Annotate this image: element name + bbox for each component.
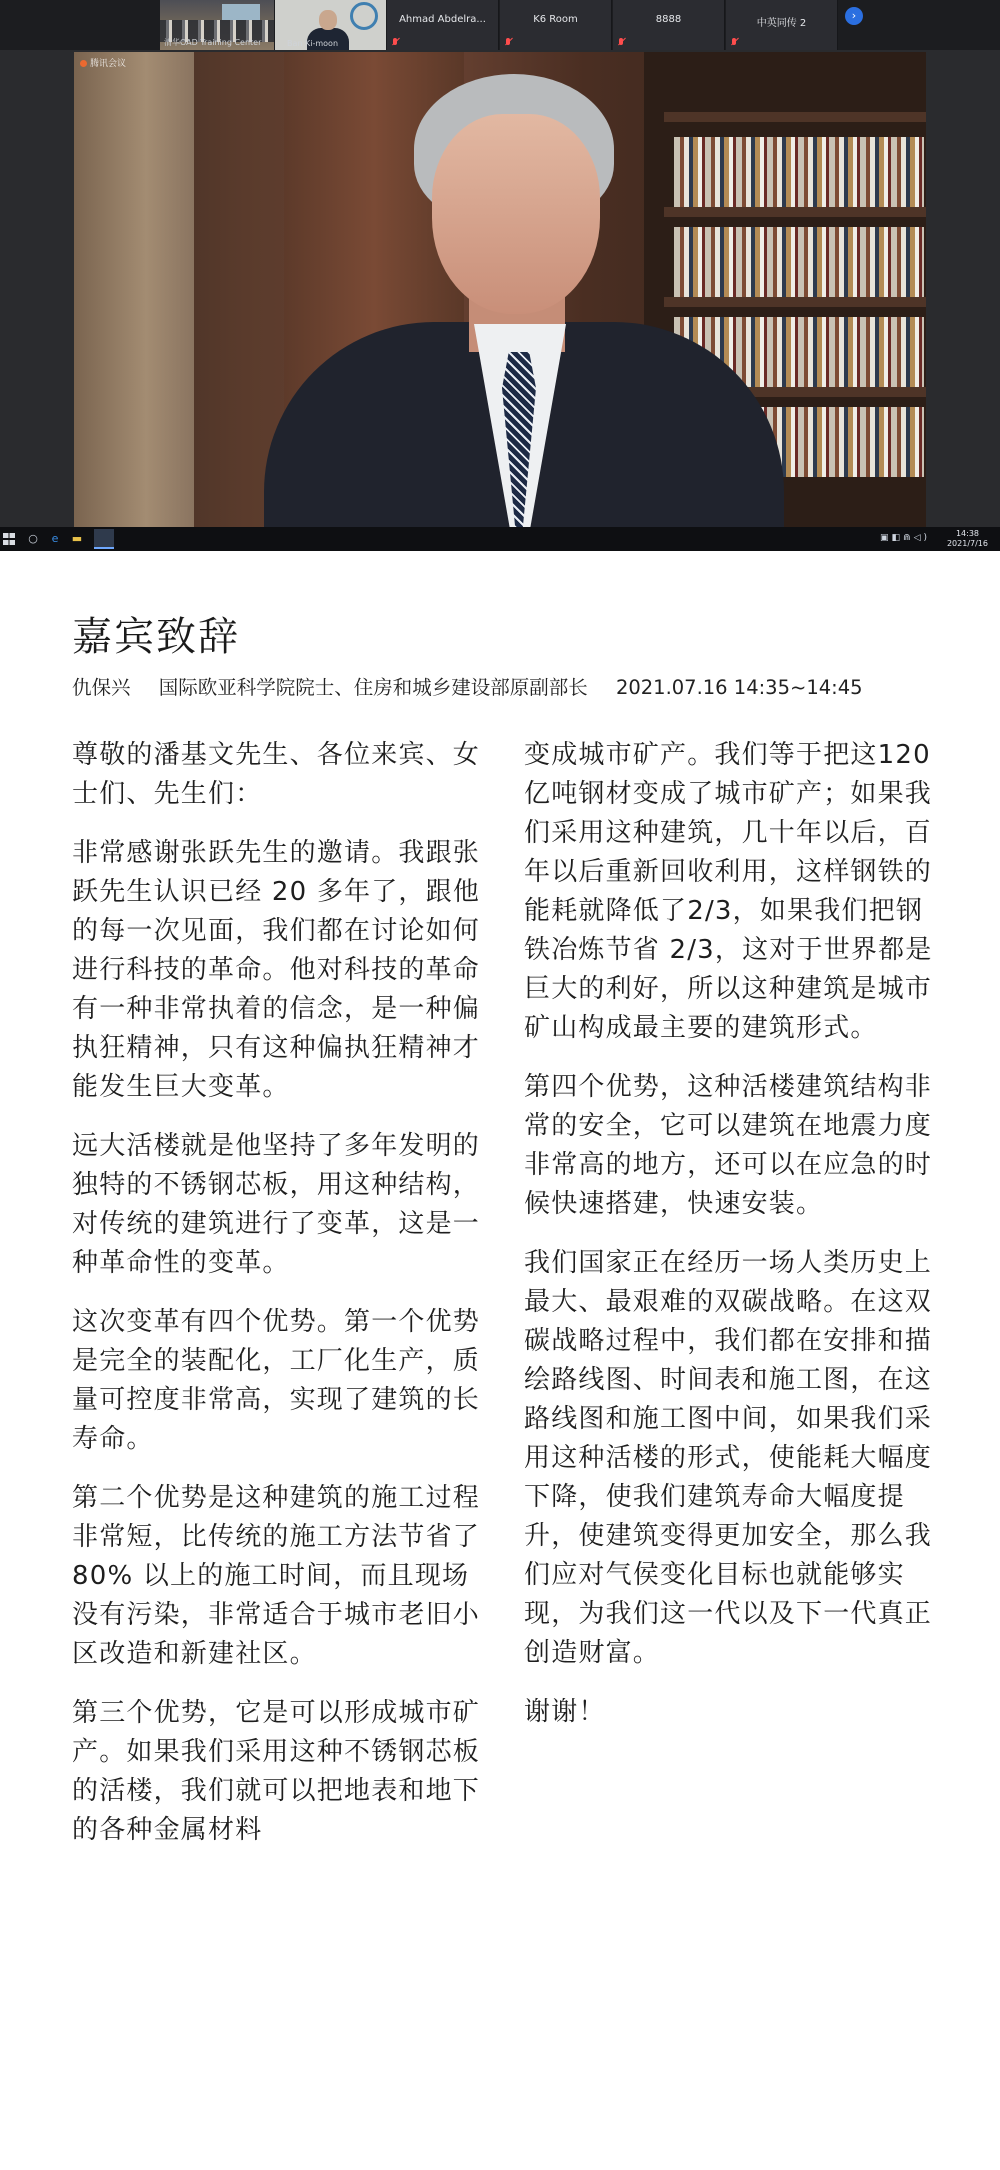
meeting-app-icon[interactable] — [94, 529, 114, 549]
paragraph: 非常感谢张跃先生的邀请。我跟张跃先生认识已经 20 多年了，跟他的每一次见面，我们都在讨论如何进行科技的革命。他对科技的革命有一种非常执着的信念，是一种偏执狂精神，只有这种偏执狂精神才能发生巨大变革。 — [72, 838, 481, 1102]
browser-icon[interactable]: e — [51, 532, 59, 545]
mic-muted-icon — [504, 38, 512, 48]
paragraph: 我们国家正在经历一场人类历史上最大、最艰难的双碳战略。在这双碳战略过程中，我们都在安排和描绘路线图、时间表和施工图，在这路线图和施工图中间，如果我们采用这种活楼的形式，使能耗大幅度下降，使我们建筑寿命大幅度提升，使建筑变得更加安全，那么我们应对气侯变化目标也就能够实现，为我们这一代以及下一代真正创造财富。 — [524, 1248, 933, 1668]
meeting-app-label: 腾讯会议 — [80, 56, 126, 69]
paragraph: 第三个优势，它是可以形成城市矿产。如果我们采用这种不锈钢芯板的活楼，我们就可以把地表和地下的各种金属材料 — [72, 1698, 481, 1845]
paragraph: 谢谢！ — [524, 1697, 606, 1727]
participant-name: Ban Ki-moon — [287, 39, 339, 48]
article-byline — [72, 672, 863, 700]
paragraph: 这次变革有四个优势。第一个优势是完全的装配化，工厂化生产，质量可控度非常高，实现了建筑的长寿命。 — [72, 1307, 481, 1454]
paragraph: 远大活楼就是他坚持了多年发明的独特的不锈钢芯板，用这种结构，对传统的建筑进行了变革，这是一种革命性的变革。 — [72, 1131, 481, 1278]
speaker-video — [74, 52, 926, 527]
speaker-role: 国际欧亚科学院院士、住房和城乡建设部原副部长 — [158, 676, 588, 699]
mic-muted-icon — [617, 38, 625, 48]
participant-tile[interactable] — [275, 0, 386, 50]
folder-icon[interactable]: ▬ — [71, 532, 83, 545]
speaker-name: 仇保兴 — [72, 676, 131, 699]
clock-time: 14:38 — [955, 529, 980, 538]
search-icon[interactable]: ○ — [28, 532, 38, 545]
participant-tile[interactable] — [726, 0, 838, 50]
participant-tile[interactable] — [387, 0, 499, 50]
conference-screenshot — [0, 0, 1000, 551]
taskbar-clock[interactable] — [947, 529, 988, 549]
article-title: 嘉宾致辞 — [72, 614, 240, 660]
taskbar — [0, 527, 1000, 551]
participant-tile[interactable] — [500, 0, 612, 50]
mic-muted-icon — [730, 38, 738, 48]
paragraph: 变成城市矿产。我们等于把这120亿吨钢材变成了城市矿产；如果我们采用这种建筑，几十年以后，百年以后重新回收利用，这样钢铁的能耗就降低了2/3，如果我们把钢铁冶炼节省 2/3，这对于世界都是巨大的利好，所以这种建筑是城市矿山构成最主要的建筑形式。 — [524, 740, 933, 1043]
article-column-left — [72, 736, 482, 1870]
participant-tile[interactable] — [160, 0, 274, 50]
participant-name: 清华OAD Training Center — [164, 38, 262, 47]
participant-name: K6 Room — [533, 14, 578, 25]
participant-tile[interactable] — [613, 0, 725, 50]
chevron-right-icon[interactable]: › — [845, 7, 863, 25]
clock-date: 2021/7/16 — [946, 539, 988, 548]
article-column-right — [524, 736, 934, 1752]
paragraph: 尊敬的潘基文先生、各位来宾、女士们、先生们： — [72, 740, 481, 809]
paragraph: 第二个优势是这种建筑的施工过程非常短，比传统的施工方法节省了 80% 以上的施工时间，而且现场没有污染，非常适合于城市老旧小区改造和新建社区。 — [72, 1483, 481, 1669]
paragraph: 第四个优势，这种活楼建筑结构非常的安全，它可以建筑在地震力度非常高的地方，还可以在应急的时候快速搭建，快速安装。 — [524, 1072, 933, 1219]
participant-name: Ahmad Abdelra... — [399, 14, 486, 25]
mic-muted-icon — [391, 38, 399, 48]
speech-datetime: 2021.07.16 14:35~14:45 — [615, 676, 863, 699]
participant-strip — [0, 0, 1000, 50]
participant-name: 中英同传 2 — [756, 18, 807, 29]
system-tray-icons[interactable]: ▣◧⋒◁) — [880, 533, 930, 543]
participant-name: 8888 — [655, 14, 682, 25]
windows-start-icon[interactable] — [2, 532, 16, 546]
